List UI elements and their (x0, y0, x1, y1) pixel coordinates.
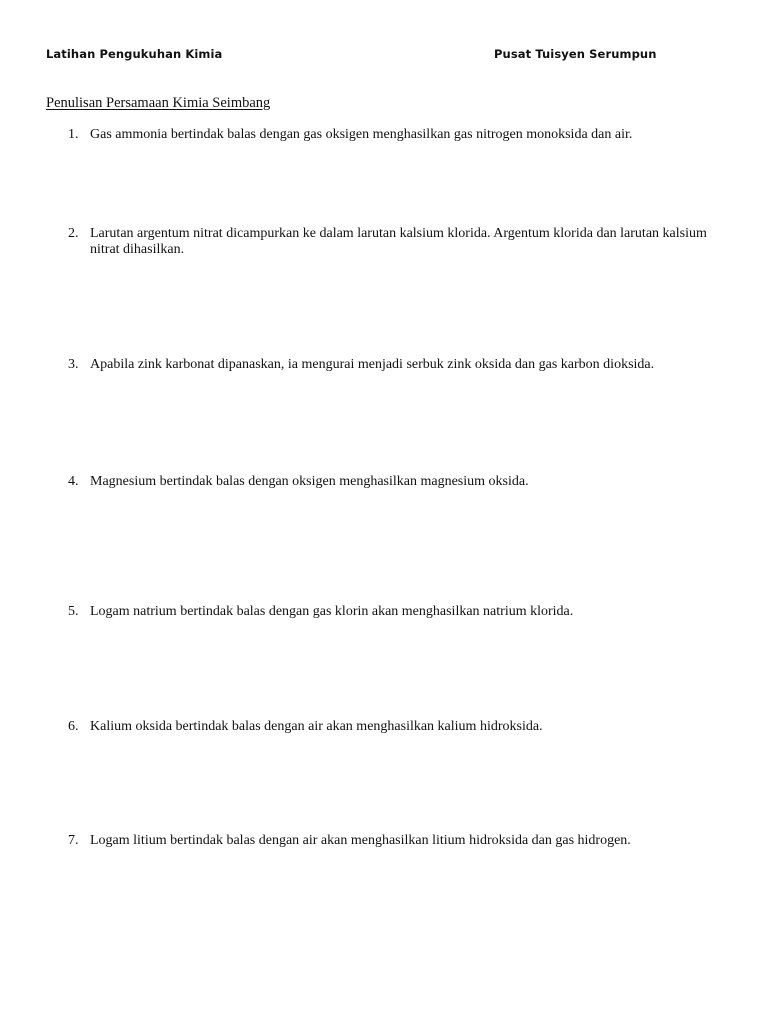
question-text: Gas ammonia bertindak balas dengan gas oksigen menghasilkan gas nitrogen monoksida dan air. (90, 127, 633, 142)
header-subject: Latihan Pengukuhan Kimia (46, 47, 223, 61)
question-text: Logam natrium bertindak balas dengan gas klorin akan menghasilkan natrium klorida. (90, 604, 574, 619)
question-text: Larutan argentum nitrat dicampurkan ke dalam larutan kalsium klorida. Argentum klorida dan larutan kalsium nitrat dihasilkan. (90, 226, 707, 257)
question-number: 7. (68, 833, 79, 848)
question-text: Logam litium bertindak balas dengan air akan menghasilkan litium hidroksida dan gas hidrogen. (90, 833, 631, 848)
question-number: 6. (68, 719, 79, 734)
question-number: 4. (68, 474, 79, 489)
question-number: 5. (68, 604, 79, 619)
page-header (0, 47, 768, 65)
question-text: Kalium oksida bertindak balas dengan air akan menghasilkan kalium hidroksida. (90, 719, 543, 734)
question-number: 3. (68, 357, 79, 372)
question-text: Magnesium bertindak balas dengan oksigen menghasilkan magnesium oksida. (90, 474, 529, 489)
question-number: 1. (68, 127, 79, 142)
question-text: Apabila zink karbonat dipanaskan, ia mengurai menjadi serbuk zink oksida dan gas karbon dioksida. (90, 357, 655, 372)
document-title: Penulisan Persamaan Kimia Seimbang (46, 95, 271, 111)
header-institution: Pusat Tuisyen Serumpun (494, 47, 657, 61)
question-number: 2. (68, 226, 79, 241)
